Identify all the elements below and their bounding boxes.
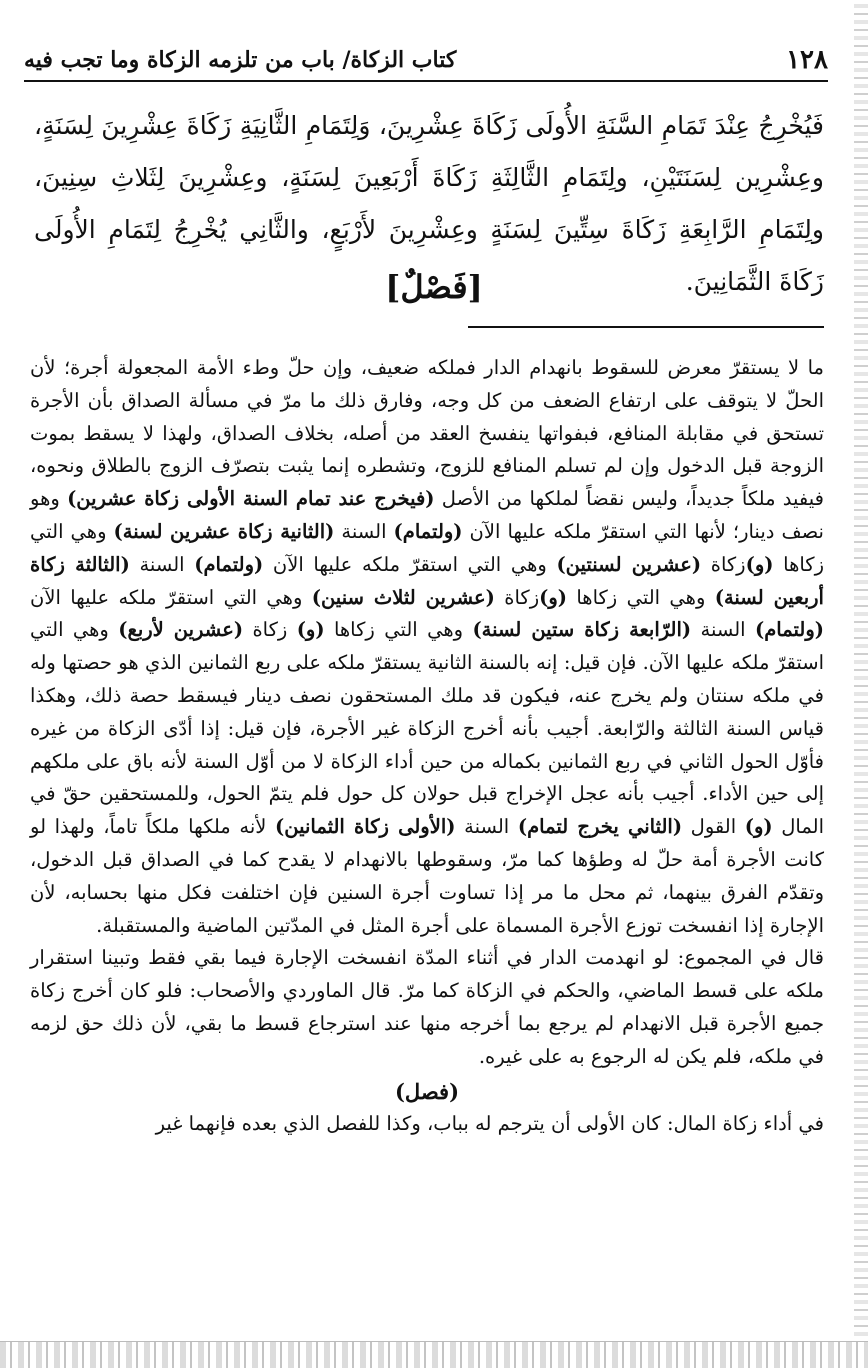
commentary-text: وهي التي زكاها (30, 519, 824, 576)
commentary-paragraph-1 (30, 352, 824, 942)
commentary-text: السنة (129, 552, 195, 576)
sub-section-title: (فصل) (394, 1078, 460, 1104)
separator-rule (468, 326, 824, 328)
quoted-matn: (ولتمام) (194, 552, 264, 576)
main-text: فَيُخْرِجُ عِنْدَ تَمَامِ السَّنَةِ الأُولَى زَكَاةَ عِشْرِينَ، وَلِتَمَامِ الثَّانِيَةِ زَكَاةَ عِشْرِينَ لِسَنَةٍ، وعِشْرِين لِسَنَتَيْنِ، ولِتَمَامِ الثَّالِثَةِ زَكَاةَ أَرْبَعِينَ لِسَنَةٍ، وعِشْرِينَ لِثَلاثِ سِنِينَ، ولِتَمَامِ الرَّابِعَةِ زَكَاةَ سِتِّينَ لِسَنَةٍ وعِشْرِينَ لأَرْبَعٍ، والثَّانِي يُخْرِجُ لِتَمَامِ الأُولَى زَكَاةَ الثَّمَانِينَ. (34, 111, 824, 296)
commentary-text: زكاة (494, 585, 540, 609)
commentary-text: وهي التي استقرّ ملكه عليها الآن. فإن قيل: إنه بالسنة الثانية يستقرّ ملكه على ربع الثمانين الذي هو حصتها وله في ملكه سنتان ولم يخرج عنه، فيكون قد ملك المستحقون نصف دينار فيسقط حصة ذلك، وهكذا قياس السنة الثالثة والرّابعة. أجيب بأنه أخرج الزكاة غير الأجرة، فإن قيل: إذا أدّى الزكاة من غيره فأوّل الحول الثاني في ربع الثمانين بكماله من حين أداء الزكاة لا من أوّل السنة لأنه باق على ملكهم إلى حين الأداء. أجيب بأنه عجل الإخراج قبل حولان كل حول فلم يتمّ الحول، وللمستحقين حقّ في المال (30, 618, 825, 839)
commentary-text: السنة (691, 618, 755, 642)
header-rule (24, 80, 828, 82)
commentary-block (30, 352, 824, 1141)
quoted-matn: (عشرين لثلاث سنين) (311, 585, 495, 609)
commentary-text: وهي التي زكاها (324, 618, 473, 642)
quoted-matn: (فيخرج عند تمام السنة الأولى زكاة عشرين) (67, 487, 435, 511)
quoted-matn: (الرّابعة زكاة ستين لسنة) (472, 618, 692, 642)
commentary-text: ما لا يستقرّ معرض للسقوط بانهدام الدار فملكه ضعيف، وإن حلّ وطء الأمة المجعولة أجرة؛ لأن الحلّ لا يتوقف على ارتفاع الضعف من كل وجه، وفارق ذلك ما مرّ في مسألة الصداق بأن الأجرة تستحق في مقابلة المنافع، فبفواتها ينفسخ العقد من أصله، بخلاف الصداق، ولهذا لا يسقط بموت الزوجة قبل الدخول وإن لم تسلم المنافع للزوج، وتشطره إنما يثبت بتصرّف الزوج بالطلاق ونحوه، فيفيد ملكاً جديداً، وليس نقضاً لملكها من الأصل (30, 356, 824, 511)
commentary-text: وهو نصف دينار؛ لأنها التي استقرّ ملكه عليها الآن (30, 487, 824, 543)
commentary-paragraph-2: قال في المجموع: لو انهدمت الدار في أثناء المدّة انفسخت الإجارة فيما بقي فقط وتبينا استقرار ملكه على قسط الماضي، والحكم في الزكاة كما مرّ. قال الماوردي والأصحاب: فلو كان أخرج زكاة جميع الأجرة قبل الانهدام لم يرجع بما أخرجه منها عند استرجاع قسط ما بقي، لأن ذلك حق لزمه في ملكه، فلم يكن له الرجوع به على غيره. (30, 946, 824, 1068)
quoted-matn: (عشرين لسنتين) (556, 552, 702, 576)
running-title: كتاب الزكاة/ باب من تلزمه الزكاة وما تجب فيه (24, 47, 457, 73)
quoted-matn: (ولتمام) (393, 519, 463, 543)
page-edge-ornament (854, 0, 868, 1368)
commentary-text: زكاة (243, 618, 297, 642)
quoted-matn: (ولتمام) (755, 618, 824, 642)
commentary-text: زكاة (701, 552, 746, 576)
quoted-matn: (و) (296, 618, 325, 642)
commentary-text: وهي التي استقرّ ملكه عليها الآن (263, 552, 557, 576)
quoted-matn: (الثاني يخرج لتمام) (517, 815, 683, 839)
quoted-matn: (الثانية زكاة عشرين لسنة) (113, 519, 335, 543)
quoted-matn: (الأولى زكاة الثمانين) (275, 815, 456, 839)
page-header (24, 40, 828, 80)
commentary-text: القول (682, 815, 745, 839)
commentary-paragraph-3: في أداء زكاة المال: كان الأولى أن يترجم له بباب، وكذا للفصل الذي بعده فإنهما غير (155, 1112, 824, 1136)
commentary-text: وهي التي زكاها (567, 585, 715, 609)
quoted-matn: (عشرين لأربع) (118, 618, 244, 642)
commentary-text: وهي التي استقرّ ملكه عليها الآن (30, 585, 312, 609)
page-number: ١٢٨ (786, 45, 828, 75)
quoted-matn: (و) (539, 585, 567, 609)
commentary-text: لأنه ملكها ملكاً تاماً، ولهذا لو كانت الأجرة أمة حلّ له وطؤها كما مرّ، وسقوطها بالانهدام لا يقدح كما في الصداق قبل الدخول، وتقدّم الفرق بينهما، ثم محل ما مر إذا تساوت أجرة السنين فإن اختلفت فكل منها بحسابه، لأن الإجارة إذا انفسخت توزع الأجرة المسماة على أجرة المثل في المدّتين الماضية والمستقبلة. (30, 815, 824, 937)
page-footer-ornament (0, 1341, 868, 1368)
quoted-matn: (و) (745, 552, 774, 576)
commentary-text: السنة (455, 815, 518, 839)
commentary-text: السنة (334, 519, 394, 543)
section-title: [فَصْلٌ] (385, 268, 483, 306)
quoted-matn: (و) (744, 815, 773, 839)
quoted-matn: (الثالثة زكاة أربعين لسنة) (30, 552, 824, 609)
